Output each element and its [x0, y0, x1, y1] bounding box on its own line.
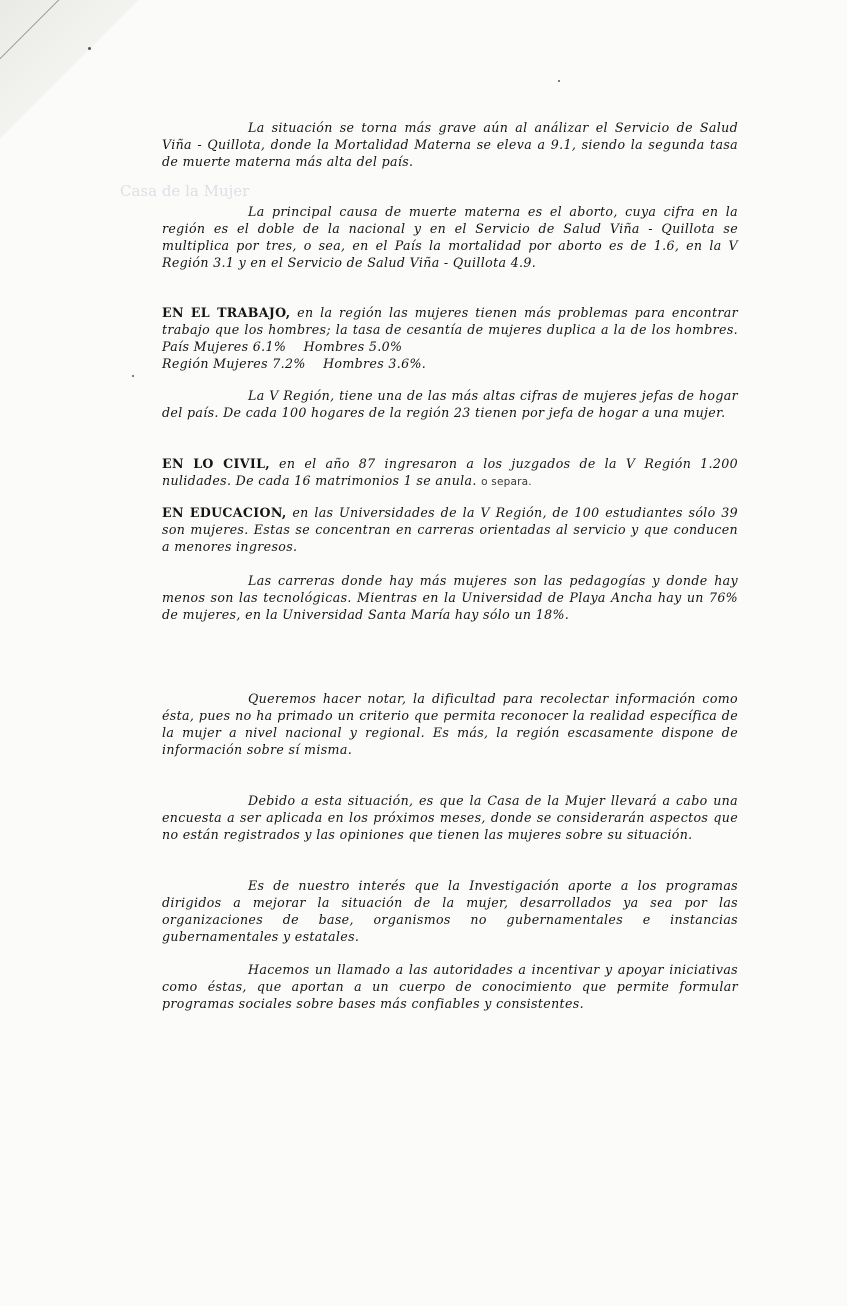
paragraph-educacion: EN EDUCACION, en las Universidades de la V Región, de 100 estudiantes sólo 39 son mujeres. Estas se concentran en carreras orientadas al servicio y que conducen a menores ingresos.: [162, 505, 738, 555]
bleed-through-header: Casa de la Mujer: [120, 182, 250, 200]
speck-mark: [558, 80, 560, 82]
paragraph-aborto: La principal causa de muerte materna es el aborto, cuya cifra en la región es el doble de la nacional y en el Servicio de Salud Viña - Quillota se multiplica por tres, o sea, en el País la mortalidad por aborto es de 1.6, en la V Región 3.1 y en el Servicio de Salud Viña - Quillota 4.9.: [162, 204, 738, 271]
cesantia-pais: País Mujeres 6.1% Hombres 5.0%: [162, 339, 403, 355]
folded-corner: [0, 0, 140, 140]
speck-mark: [132, 375, 134, 377]
paragraph-trabajo: EN EL TRABAJO, en la región las mujeres tienen más problemas para encontrar trabajo que los hombres; la tasa de cesantía de mujeres duplica a la de los hombres. País Mujeres 6.1% Hombres 5.0% Región Mujeres 7.2% Hombres 3.6%.: [162, 305, 738, 372]
paragraph-investigacion: Es de nuestro interés que la Investigación aporte a los programas dirigidos a mejorar la situación de la mujer, desarrollados ya sea por las organizaciones de base, organismos no gubernamentales e instancias gubernamentales y estatales.: [162, 878, 738, 945]
section-lead-civil: EN LO CIVIL,: [162, 456, 271, 471]
cesantia-region: Región Mujeres 7.2% Hombres 3.6%.: [162, 356, 427, 372]
paragraph-llamado: Hacemos un llamado a las autoridades a incentivar y apoyar iniciativas como éstas, que aportan a un cuerpo de conocimiento que permite formular programas sociales sobre bases más confiables y consistentes.: [162, 962, 738, 1012]
speck-mark: [88, 47, 91, 50]
paragraph-encuesta: Debido a esta situación, es que la Casa de la Mujer llevará a cabo una encuesta a ser aplicada en los próximos meses, donde se considerarán aspectos que no están registrados y las opiniones que tienen las mujeres sobre su situación.: [162, 793, 738, 843]
handwritten-note: o separa.: [481, 476, 532, 489]
paragraph-carreras: Las carreras donde hay más mujeres son las pedagogías y donde hay menos son las tecnológicas. Mientras en la Universidad de Playa Ancha hay un 76% de mujeres, en la Universidad Santa María hay sólo un 18%.: [162, 573, 738, 623]
paragraph-jefas-hogar: La V Región, tiene una de las más altas cifras de mujeres jefas de hogar del país. De cada 100 hogares de la región 23 tienen por jefa de hogar a una mujer.: [162, 388, 738, 421]
paragraph-dificultad: Queremos hacer notar, la dificultad para recolectar información como ésta, pues no ha primado un criterio que permita reconocer la realidad específica de la mujer a nivel nacional y regional. Es más, la región escasamente dispone de información sobre sí misma.: [162, 691, 738, 758]
paragraph-civil: EN LO CIVIL, en el año 87 ingresaron a los juzgados de la V Región 1.200 nulidades. De cada 16 matrimonios 1 se anula. o separa.: [162, 456, 738, 489]
section-lead-educacion: EN EDUCACION,: [162, 505, 287, 520]
paragraph-mortalidad-vina: La situación se torna más grave aún al análizar el Servicio de Salud Viña - Quillota, donde la Mortalidad Materna se eleva a 9.1, siendo la segunda tasa de muerte materna más alta del país.: [162, 120, 738, 170]
section-lead-trabajo: EN EL TRABAJO,: [162, 305, 291, 320]
